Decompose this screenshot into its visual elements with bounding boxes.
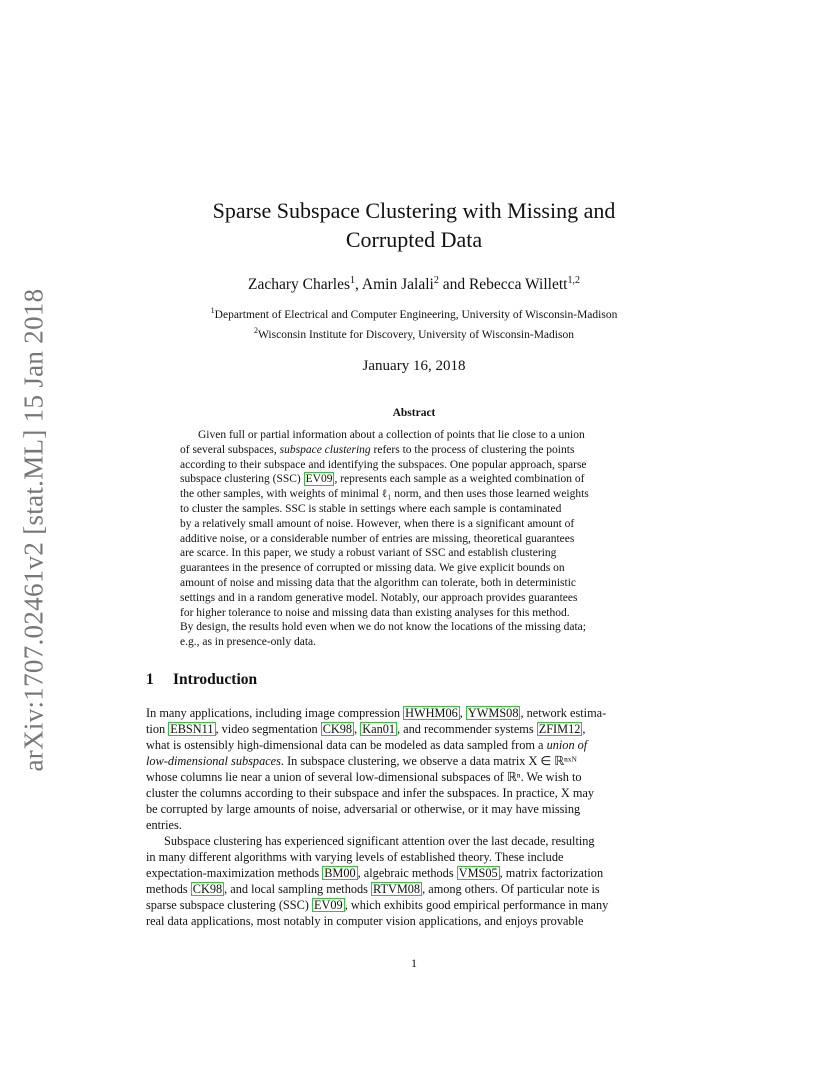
abstract-line: By design, the results hold even when we do not know the locations of the missing data; (180, 621, 586, 634)
affiliation-1-mark: 1 (210, 306, 215, 315)
arxiv-identifier-stamp: arXiv:1707.02461v2 [stat.ML] 15 Jan 2018 (18, 288, 49, 772)
section-title: Introduction (173, 671, 258, 688)
author-3: and Rebecca Willett (438, 276, 568, 294)
abstract-line: e.g., as in presence-only data. (180, 636, 317, 649)
citation-link[interactable]: VMS05 (458, 866, 498, 880)
author-list (146, 271, 682, 295)
text-span: , matrix factorization (499, 866, 604, 880)
affiliations (146, 303, 682, 343)
body-line: In many applications, including image compression HWHM06 , YWMS08 , network estima- (146, 706, 607, 720)
text-span: sparse subspace clustering (SSC) (146, 898, 312, 912)
emphasis-term: low-dimensional subspaces (146, 754, 281, 768)
body-line: tion EBSN11 , video segmentation CK98 , Kan01 , and recommender systems ZFIM12 , (146, 722, 586, 736)
body-text (146, 705, 684, 929)
text-span: , among others. Of particular note is (422, 882, 600, 896)
citation-link[interactable]: ZFIM12 (538, 722, 581, 736)
citation-link[interactable]: Kan01 (362, 722, 396, 736)
paper-title (146, 196, 682, 254)
abstract-heading: Abstract (392, 407, 436, 419)
page-number: 1 (411, 956, 417, 970)
body-line: be corrupted by large amounts of noise, adversarial or otherwise, or it may have missing (146, 802, 581, 816)
text-span: , and recommender systems (397, 722, 537, 736)
publication-date: January 16, 2018 (362, 358, 466, 374)
text-span: In many applications, including image compression (146, 706, 404, 720)
text-span: methods (146, 882, 191, 896)
abstract-line: for higher tolerance to noise and missing data than existing analyses for this method. (180, 606, 570, 619)
section-heading (146, 671, 257, 689)
affiliation-1 (146, 303, 682, 323)
citation-link[interactable]: EV09 (305, 473, 333, 486)
text-span: , network estima- (520, 706, 607, 720)
abstract-line (180, 443, 648, 458)
body-line (146, 865, 684, 881)
text-span: , which exhibits good empirical performance in many (344, 898, 609, 912)
citation-link[interactable]: EV09 (313, 898, 343, 912)
body-line (146, 753, 684, 769)
abstract-line: guarantees in the presence of corrupted or missing data. We give explicit bounds on (180, 562, 565, 575)
body-line (146, 881, 684, 897)
body-line: whose columns lie near a union of several low-dimensional subspaces of ℝⁿ. We wish to (146, 770, 582, 784)
citation-link[interactable]: EBSN11 (170, 722, 214, 736)
text-span: . In subspace clustering, we observe a data matrix X ∈ ℝⁿˣᴺ (280, 754, 578, 768)
emphasis-term: union of (546, 738, 588, 752)
author-2: , Amin Jalali (355, 276, 434, 294)
abstract-line: to cluster the samples. SSC is stable in settings where each sample is contaminated (180, 502, 562, 515)
text-span: of several subspaces, (180, 443, 280, 456)
text-span: refers to the process of clustering the points (370, 443, 575, 456)
citation-link[interactable]: RTVM08 (373, 882, 421, 896)
abstract-line (180, 472, 648, 487)
text-span: , video segmentation (215, 722, 321, 736)
body-line: entries. (146, 818, 182, 832)
abstract-line: settings and in a random generative model. Notably, our approach provides guarantees (180, 591, 578, 604)
abstract-line: Given full or partial information about a collection of points that lie close to a union (198, 429, 585, 441)
citation-link[interactable]: YWMS08 (467, 706, 519, 720)
body-line: cluster the columns according to their subspace and infer the subspaces. In practice, X may (146, 786, 594, 800)
abstract-line: the other samples, with weights of minimal ℓ₁ norm, and then uses those learned weights (180, 488, 589, 501)
title-line-2: Corrupted Data (345, 227, 483, 252)
body-line: in many different algorithms with varying levels of established theory. These include (146, 850, 564, 864)
citation-link[interactable]: CK98 (192, 882, 223, 896)
text-span: , algebraic methods (357, 866, 457, 880)
citation-link[interactable]: HWHM06 (405, 706, 458, 720)
affiliation-2-text: Wisconsin Institute for Discovery, University of Wisconsin-Madison (258, 328, 574, 341)
text-span: tion (146, 722, 169, 736)
section-number: 1 (146, 671, 154, 688)
abstract-line: amount of noise and missing data that the algorithm can tolerate, both in deterministic (180, 576, 577, 589)
author-1-affil-mark: 1 (350, 275, 356, 286)
abstract-line: additive noise, or a considerable number of entries are missing, theoretical guarantees (180, 532, 575, 545)
body-line (146, 737, 684, 753)
affiliation-1-text: Department of Electrical and Computer Engineering, University of Wisconsin-Madison (214, 308, 618, 321)
text-span: what is ostensibly high-dimensional data can be modeled as data sampled from a (146, 738, 547, 752)
affiliation-2 (146, 323, 682, 343)
body-line (146, 897, 684, 913)
abstract-line: according to their subspace and identifying the subspaces. One popular approach, sparse (180, 458, 587, 471)
body-line: real data applications, most notably in computer vision applications, and enjoys provable (146, 914, 584, 928)
text-span: , represents each sample as a weighted combination of (334, 473, 585, 486)
body-line: Subspace clustering has experienced significant attention over the last decade, resulting (164, 834, 595, 848)
abstract-line: are scarce. In this paper, we study a robust variant of SSC and establish clustering (180, 547, 557, 560)
emphasis-term: subspace clustering (279, 443, 371, 456)
citation-link[interactable]: CK98 (322, 722, 353, 736)
author-1: Zachary Charles (248, 276, 351, 294)
title-line-1: Sparse Subspace Clustering with Missing and (212, 198, 616, 223)
author-2-affil-mark: 2 (433, 275, 439, 286)
citation-link[interactable]: BM00 (324, 866, 356, 880)
text-span: expectation-maximization methods (146, 866, 323, 880)
text-span: subspace clustering (SSC) (180, 473, 304, 486)
text-span: , and local sampling methods (224, 882, 371, 896)
author-3-affil-mark: 1,2 (567, 275, 580, 286)
abstract-line: by a relatively small amount of noise. However, when there is a significant amount of (180, 517, 575, 530)
affiliation-2-mark: 2 (254, 325, 259, 335)
abstract-body (180, 428, 648, 650)
